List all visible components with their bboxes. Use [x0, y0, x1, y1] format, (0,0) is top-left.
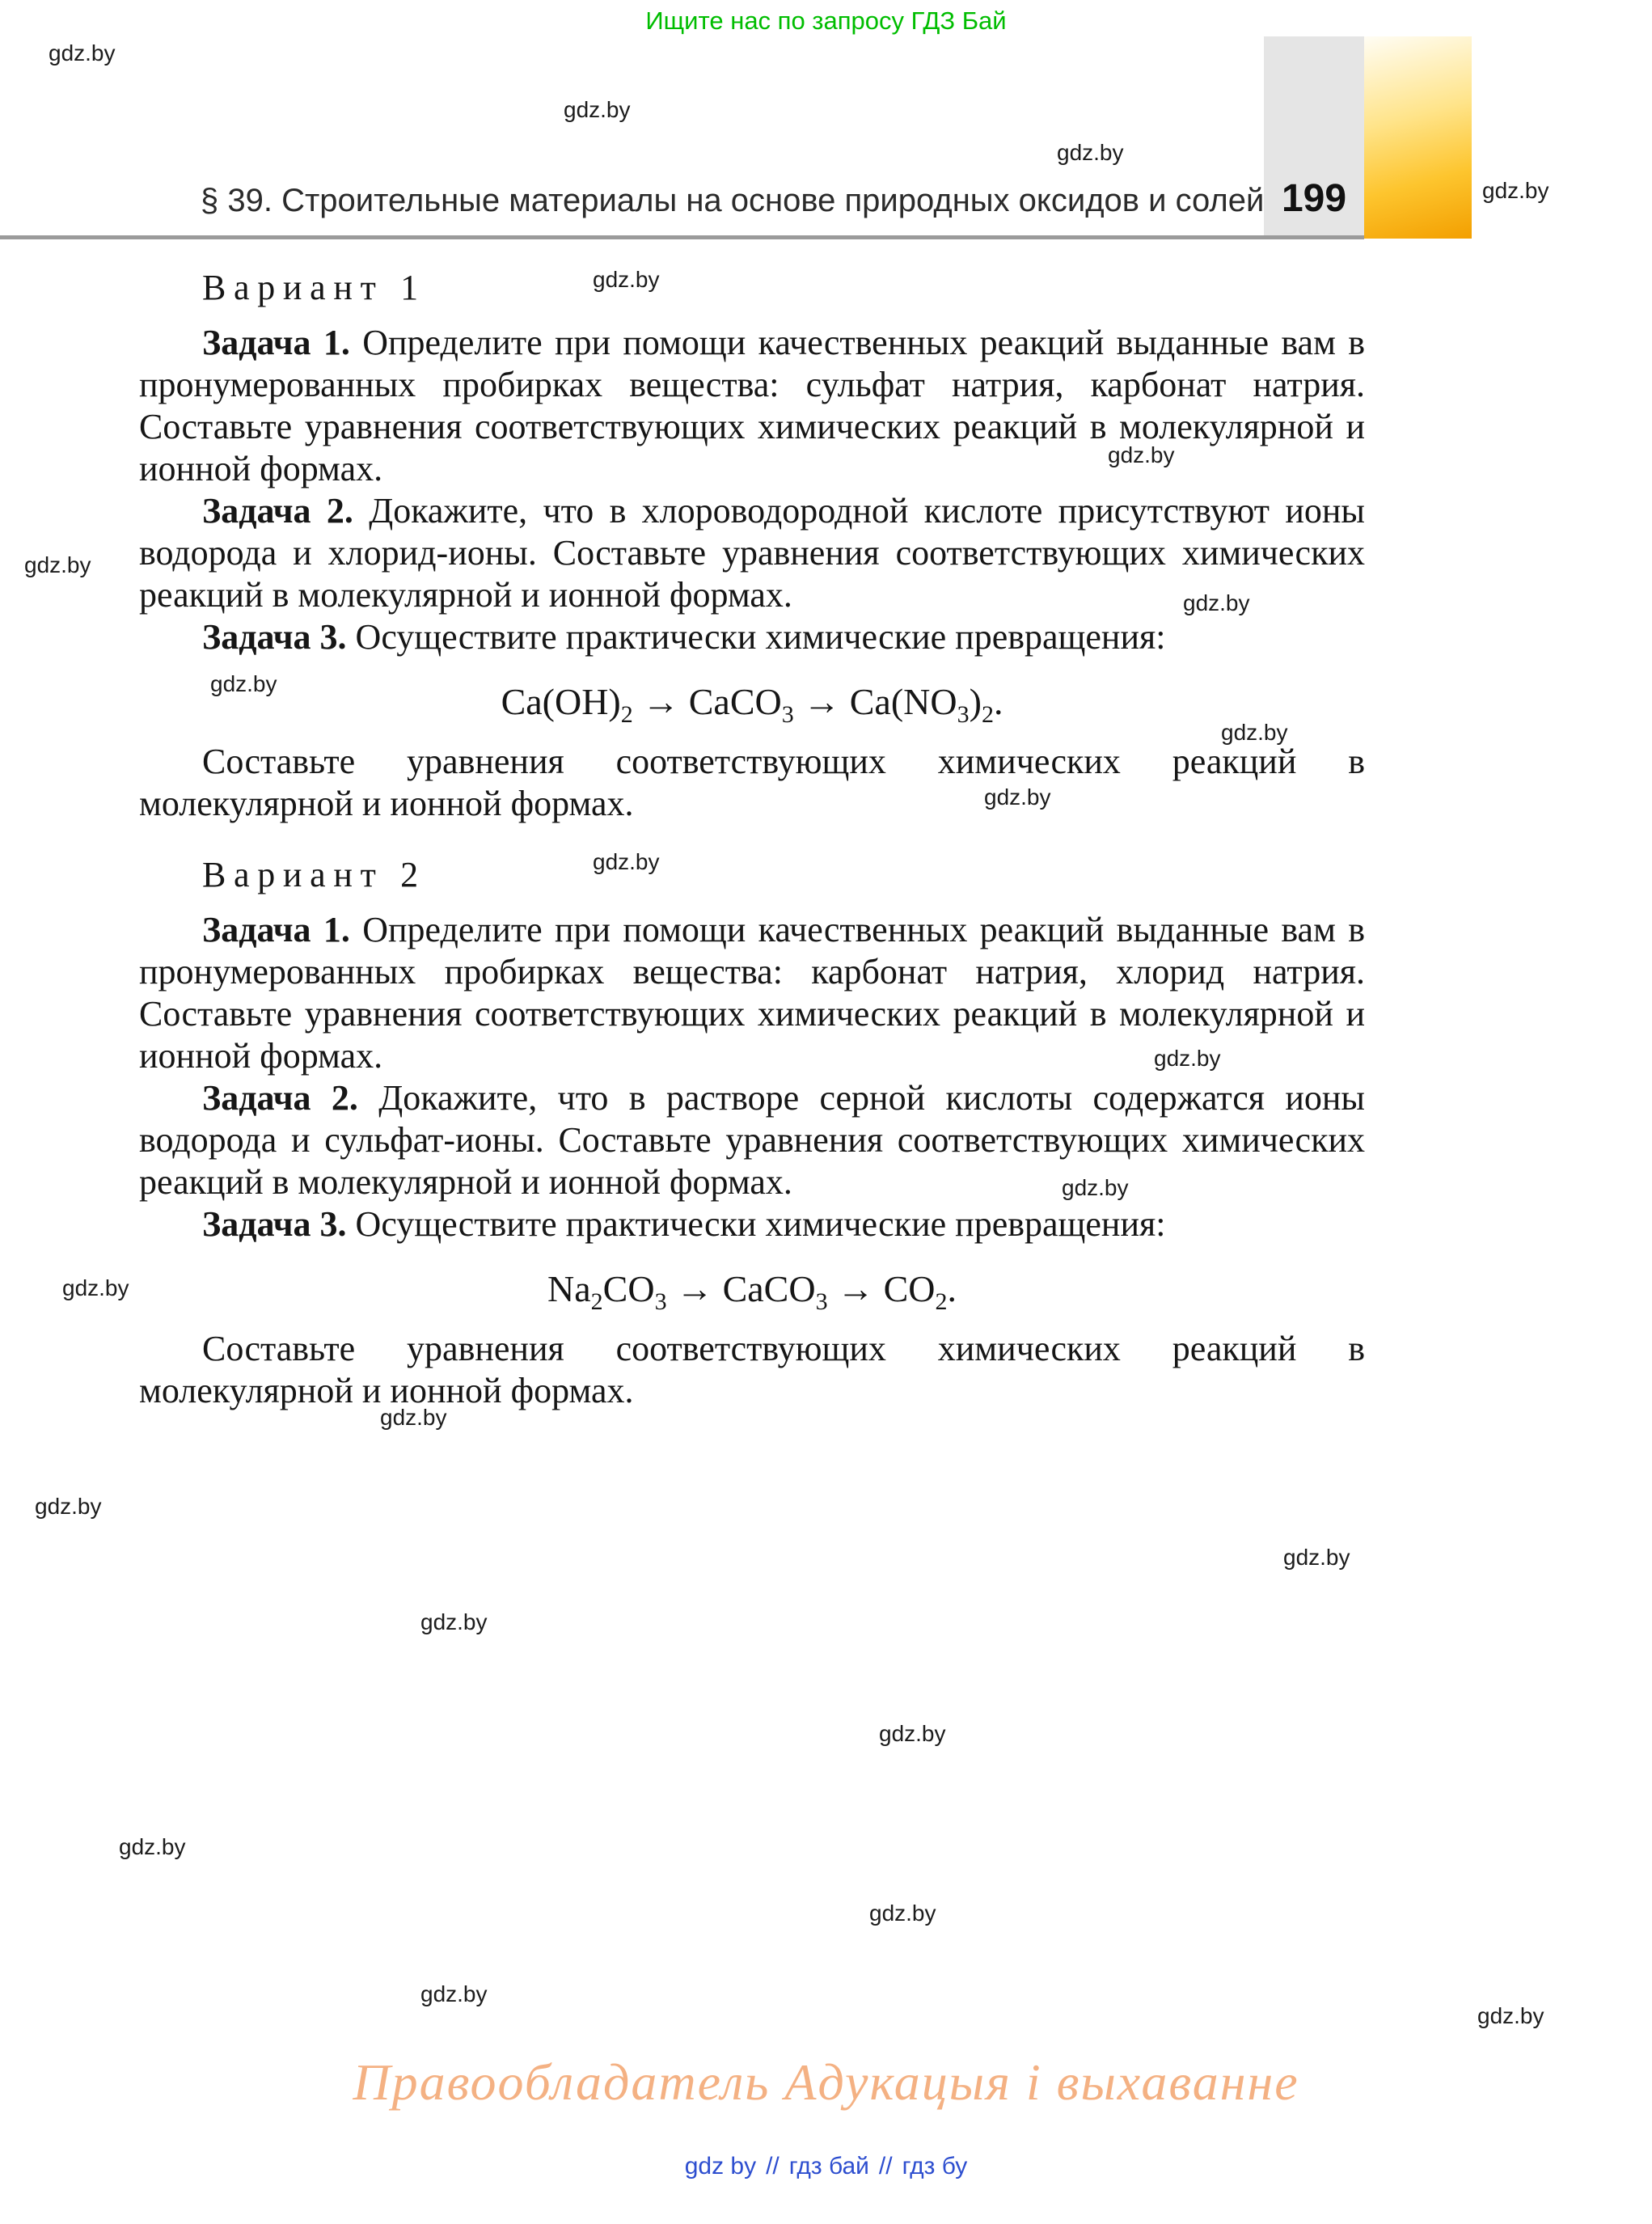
gdz-watermark: gdz.by [24, 552, 91, 577]
task-paragraph [139, 909, 1365, 1077]
task-label: Задача 3. [202, 617, 347, 657]
gdz-watermark: gdz.by [380, 1405, 447, 1430]
gdz-watermark: gdz.by [119, 1834, 186, 1859]
footer-link-gdz-by[interactable]: gdz by [684, 2153, 757, 2180]
gdz-watermark: gdz.by [35, 1494, 102, 1519]
task-paragraph [139, 616, 1365, 658]
gdz-watermark: gdz.by [420, 1609, 488, 1634]
page-content [139, 267, 1365, 1412]
task-label: Задача 1. [202, 910, 350, 949]
task-label: Задача 2. [202, 1078, 358, 1118]
gdz-watermark: gdz.by [1477, 2003, 1544, 2028]
gdz-watermark: gdz.by [879, 1721, 946, 1746]
footer-link-gdz-bai[interactable]: гдз бай [788, 2153, 869, 2180]
gdz-watermark: gdz.by [1154, 1046, 1221, 1071]
gdz-watermark: gdz.by [564, 97, 631, 122]
chapter-title: § 39. Строительные материалы на основе природных оксидов и солей [201, 183, 1265, 218]
after-formula-text: Составьте уравнения соответствующих химических реакций в молекулярной и ионной формах. [139, 1329, 1365, 1410]
header-divider-rule [0, 235, 1364, 239]
task-text: Осуществите практически химические превращения: [355, 1204, 1166, 1244]
page-number: 199 [1281, 177, 1347, 220]
gdz-watermark: gdz.by [593, 849, 660, 874]
header-gradient-box [1364, 36, 1472, 239]
gdz-watermark: gdz.by [593, 267, 660, 292]
variant-1-section [139, 267, 1365, 825]
footer-link-separator: // [766, 2153, 780, 2180]
gdz-watermark: gdz.by [1482, 178, 1549, 203]
after-formula-text: Составьте уравнения соответствующих химических реакций в молекулярной и ионной формах. [139, 742, 1365, 823]
task-paragraph [139, 1077, 1365, 1203]
gdz-watermark: gdz.by [1221, 720, 1288, 745]
task-text: Докажите, что в хлороводородной кислоте присутствуют ионы водорода и хлорид-ионы. Составьте уравнения соответствующих химических реакций в молекулярной и ионной формах. [139, 491, 1365, 615]
task-text: Докажите, что в растворе серной кислоты содержатся ионы водорода и сульфат-ионы. Составьте уравнения соответствующих химических реакций в молекулярной и ионной формах. [139, 1078, 1365, 1202]
gdz-watermark: gdz.by [1283, 1545, 1350, 1570]
task-label: Задача 3. [202, 1204, 347, 1244]
footer-link-gdz-bu[interactable]: гдз бу [902, 2153, 968, 2180]
gdz-watermark: gdz.by [1183, 590, 1250, 615]
task-label: Задача 2. [202, 491, 353, 531]
variant-2-heading: Вариант 2 [202, 855, 426, 894]
variant-1-heading: Вариант 1 [202, 268, 426, 307]
variant-2-section [139, 854, 1365, 1412]
top-banner: Ищите нас по запросу ГДЗ Бай [645, 6, 1007, 35]
footer-links [0, 2153, 1652, 2180]
task-text: Осуществите практически химические превращения: [355, 617, 1166, 657]
chemical-equation: $Ca(OH)_2$ → CaCO$_3$ → $Ca(NO_3)_2$. [501, 681, 1003, 729]
gdz-watermark: gdz.by [49, 40, 116, 66]
gdz-watermark: gdz.by [420, 1981, 488, 2006]
gdz-watermark: gdz.by [62, 1275, 129, 1300]
gdz-watermark: gdz.by [984, 784, 1051, 810]
chemical-equation: $Na_2CO_3$ → CaCO$_3$ → $CO_2$. [547, 1268, 957, 1316]
task-paragraph [139, 322, 1365, 490]
gdz-watermark: gdz.by [869, 1901, 936, 1926]
task-paragraph [139, 490, 1365, 616]
task-text: Определите при помощи качественных реакций выданные вам в пронумерованных пробирках вещества: карбонат натрия, хлорид натрия. Составьте уравнения соответствующих химических реакций в молекулярной и ионной формах. [139, 910, 1366, 1076]
task-label: Задача 1. [202, 323, 350, 362]
gdz-watermark: gdz.by [1108, 442, 1175, 467]
copyright-notice: Правообладатель Адукацыя і выхаванне [353, 2053, 1299, 2111]
gdz-watermark: gdz.by [1057, 140, 1124, 165]
gdz-watermark: gdz.by [1062, 1175, 1129, 1200]
task-text: Определите при помощи качественных реакций выданные вам в пронумерованных пробирках вещества: сульфат натрия, карбонат натрия. Составьте уравнения соответствующих химических реакций в молекулярной и ионной формах. [139, 323, 1366, 488]
gdz-watermark: gdz.by [210, 671, 277, 696]
task-paragraph [139, 1203, 1365, 1245]
footer-link-separator: // [878, 2153, 893, 2180]
